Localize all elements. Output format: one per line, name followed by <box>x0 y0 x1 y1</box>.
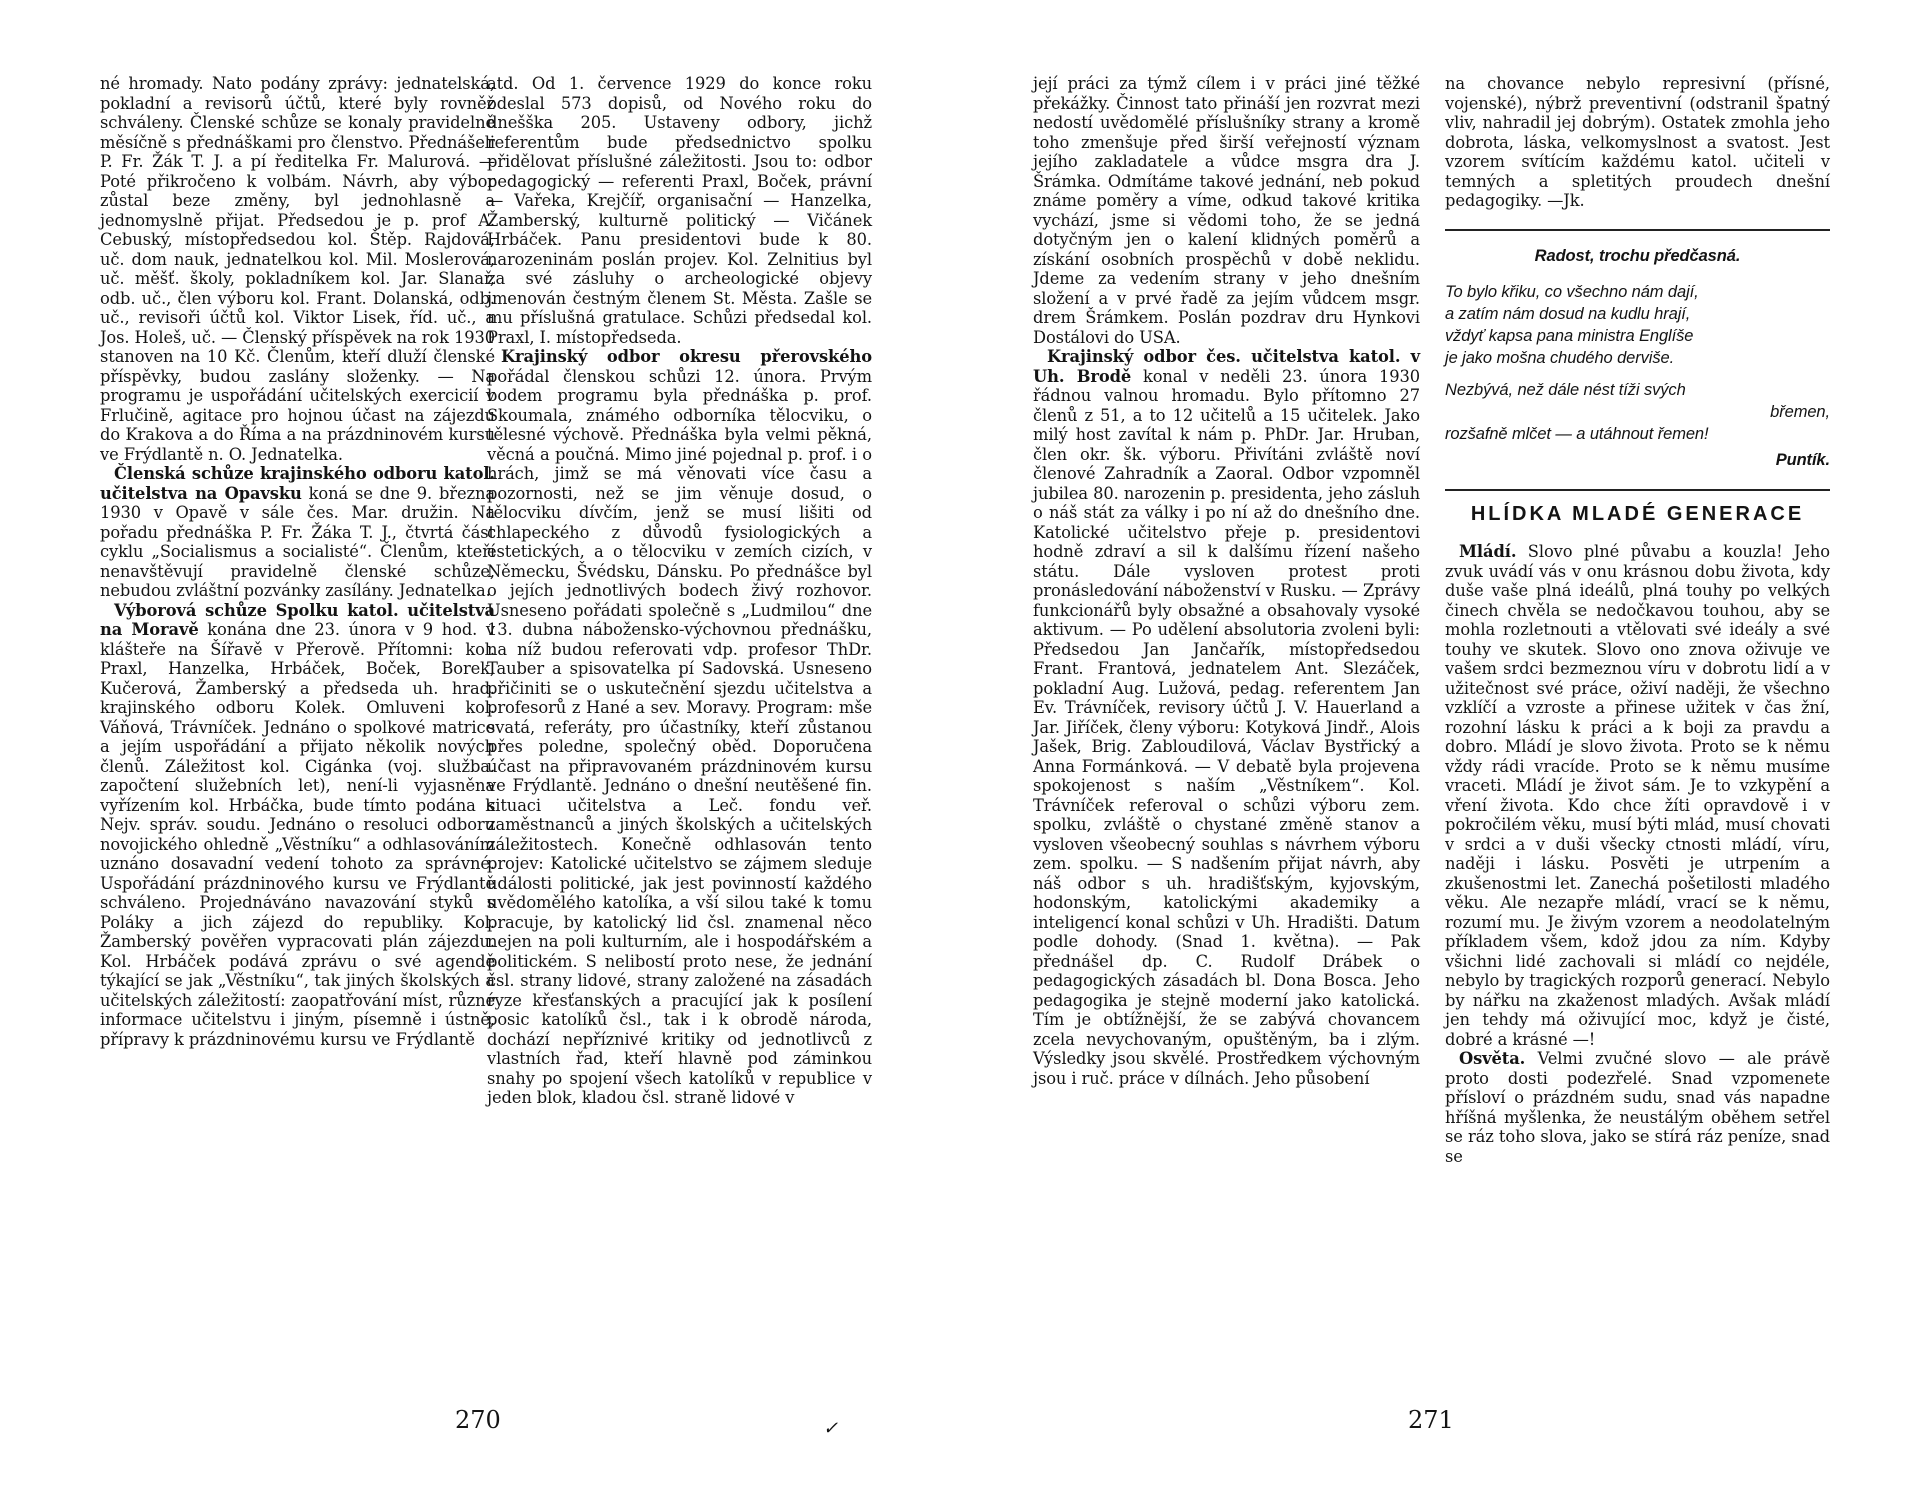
divider <box>1445 229 1830 231</box>
poem <box>1445 245 1830 471</box>
poem-line: Nezbývá, než dále nést tíži svých <box>1445 380 1686 399</box>
left-column-1 <box>100 74 495 1049</box>
paragraph: Členská schůze krajinského odboru katol. učitelstva na Opavsku koná se dne 9. března 1930 v Opavě v sále čes. Mar. družin. Na pořadu přednáška P. Fr. Žáka T. J., čtvrtá část cyklu „Socialismus a socialisté“. Členům, kteří nenavštěvují pravidelně členské schůze, nebudou zvláštní pozvánky zasílány. Jednatelka. <box>100 464 495 600</box>
paragraph: Osvěta. Velmi zvučné slovo — ale právě proto dosti podezřelé. Snad vzpomenete přísloví o prázdném sudu, snad vás napadne hříšná myšlenka, že neustálým oběhem setřel se ráz toho slova, jako se stírá ráz peníze, snad se <box>1445 1049 1830 1166</box>
right-column-2 <box>1445 74 1830 1166</box>
poem-signature: Puntík. <box>1775 450 1830 469</box>
margin-mark: ✓ <box>823 1418 839 1439</box>
paragraph-heading: Osvěta. <box>1459 1049 1526 1068</box>
page-number: 270 <box>455 1406 501 1434</box>
poem-line: je jako mošna chudého derviše. <box>1445 348 1675 367</box>
paragraph: Mládí. Slovo plné půvabu a kouzla! Jeho zvuk uvádí vás v onu krásnou dobu života, kdy duše vaše plná ideálů, plná touhy po velkých činech chvěla se nedočkavou touhou, aby se mohla rozletnouti a vtělovati své ideály a své touhy ve skutek. Slovo ono znova oživuje ve vašem srdci bezmeznou víru v dobrotu lidí a v užitečnost své práce, oživí naději, že všechno vzklíčí a vzroste a přinese užitek v čas žní, rozohní lásku k práci a k boji za pravdu a dobro. Mládí je slovo života. Proto se k němu vždy rádi vracíde. Proto se k němu musíme vraceti. Mládí je život sám. Je to vzkypění a vření života. Kdo chce žíti opravdově i v pokročilém věku, musí býti mlád, musí chovati v srdci a v duši všecky ctnosti mládí, víru, naději i lásku. Posvěti je utrpením a zkušenostmi let. Zanechá pošetilosti mladého věku. Ale nezapře mládí, vrací se k němu, rozumí mu. Je živým vzorem a neodolatelným příkladem všem, kdož jdou za ním. Kdyby všichni lidé zachovali si mládí co nejdéle, nebylo by tragických rozporů generací. Nebylo by nářku na zkaženost mladých. Avšak mládí jen tehdy má oživující moc, když je čisté, dobré a krásné —! <box>1445 542 1830 1049</box>
poem-line: rozšafně mlčet — a utáhnout řemen! <box>1445 424 1709 443</box>
poem-title: Radost, trochu předčasná. <box>1534 246 1741 265</box>
paragraph: na chovance nebylo represivní (přísné, vojenské), nýbrž preventivní (odstranil špatný vliv, nahradil jej dobrým). Ostatek zmohla jeho dobrota, láska, velkomyslnost a svatost. Jest vzorem svítícím každému katol. učiteli v temných a spletitých proudech dnešní pedagogiky. —Jk. <box>1445 74 1830 210</box>
paragraph: její práci za týmž cílem i v práci jiné těžké překážky. Činnost tato přináší jen rozvrat mezi nedostí uvědomělé příslušníky strany a kromě toho zmenšuje před širší veřejností význam jejího zakladatele a vůdce msgra dra J. Šrámka. Odmítáme takové jednání, neb pokud známe poměry a víme, odkud takové kritika vychází, jsme si vědomi toho, že se jedná dotyčným jen o kalení klidných poměrů a získání osobních prospěchů v době neklidu. Jdeme za vedením strany v jeho dnešním složení a v prvé řadě za jejím vůdcem msgr. drem Šrámkem. Poslán pozdrav dru Hynkovi Dostálovi do USA. <box>1033 74 1420 347</box>
right-column-1 <box>1033 74 1420 1088</box>
paragraph: né hromady. Nato podány zprávy: jednatelská, pokladní a revisorů účtů, které byly rovněž schváleny. Členské schůze se konaly pravidelně měsíčně s přednáškami pro členstvo. Přednášeli P. Fr. Žák T. J. a pí ředitelka Fr. Malurová. — Poté přikročeno k volbám. Návrh, aby výbor zůstal beze změny, byl jednohlasně a jednomyslně přijat. Předsedou je p. prof A. Cebuský, místopředsedou kol. Štěp. Rajdová, uč. dom nauk, jednatelkou kol. Mil. Moslerová, uč. měšť. školy, pokladníkem kol. Jar. Slanař, odb. uč., člen výboru kol. Frant. Dolanská, odb. uč., revisoři účtů kol. Viktor Lisek, říd. uč., a Jos. Holeš, uč. — Členský příspěvek na rok 1930 stanoven na 10 Kč. Členům, kteří dluží členské příspěvky, budou zaslány složenky. — Na programu je uspořádání učitelských exercicií v Frlučině, agitace pro hojnou účast na zájezdu do Krakova a do Říma a na prázdninovém kursu ve Frýdlantě n. O. Jednatelka. <box>100 74 495 464</box>
section-heading: HLÍDKA MLADÉ GENERACE <box>1470 502 1805 525</box>
paragraph-heading: Mládí. <box>1459 542 1517 561</box>
paragraph-heading: Krajinský odbor okresu přerovského <box>501 347 872 366</box>
paragraph-heading: Krajinský odbor čes. učitelstva katol. v Uh. Brodě <box>1033 347 1420 386</box>
poem-line: břemen, <box>1770 402 1830 421</box>
paragraph: atd. Od 1. července 1929 do konce roku odeslal 573 dopisů, od Nového roku do dnešška 205. Ustaveny odbory, jichž referentům bude předsednictvo spolku přidělovat příslušné záležitosti. Jsou to: odbor pedagogický — referenti Praxl, Boček, právní — Vařeka, Krejčíř, organisační — Hanzelka, Žamberský, kulturně politický — Vičánek Hrbáček. Panu presidentovi bude k 80. narozeninám poslán projev. Kol. Zelnitius byl za své zásluhy o archeologické objevy jmenován čestným členem St. Města. Zašle se mu příslušná gratulace. Schůzi předsedal kol. Praxl, I. místopředseda. <box>487 74 872 347</box>
paragraph: Krajinský odbor okresu přerovského pořádal členskou schůzi 12. února. Prvým bodem programu byla přednáška p. prof. Skoumala, známého odborníka tělocviku, o tělesné výchově. Přednáška byla velmi pěkná, věcná a poučná. Mimo jiné pojednal p. prof. i o hrách, jimž se má věnovati více času a pozornosti, než se jim věnuje dosud, o tělocviku dívčím, jenž se musí lišiti od chlapeckého z důvodů fysiologických a estetických, a o tělocviku v zemích cizích, v Německu, Švédsku, Dánsku. Po přednášce byl o jejích jednotlivých bodech živý rozhovor. Usneseno pořádati společně s „Ludmilou“ dne 13. dubna nábožensko-výchovnou přednášku, na níž budou referovati vdp. profesor ThDr. Tauber a spisovatelka pí Sadovská. Usneseno přičiniti se o uskutečnění sjezdu učitelstva a profesorů z Hané a sev. Moravy. Program: mše svatá, referáty, pro účastníky, kteří zůstanou přes poledne, společný oběd. Doporučena účast na připravovaném prázdninovém kursu ve Frýdlantě. Jednáno o dnešní neutěšené fin. situaci učitelstva a Leč. fondu veř. zaměstnanců a jiných školských a učitelských záležitostech. Konečně odhlasován tento projev: Katolické učitelstvo se zájmem sleduje události politické, jak jest povinností každého uvědomělého katolíka, a vší silou také k tomu pracuje, by katolický lid čsl. znamenal něco nejen na poli kulturním, ale i hospodářském a politickém. S nelibostí proto nese, že jednání čsl. strany lidové, strany založené na zásadách ryze křesťanských a pracující jak k posílení posic katolíků čsl., tak i k obrodě národa, dochází nepříznivé kritiky od jednotlivců z vlastních řad, kteří hlavně pod záminkou snahy po spojení všech katolíků v republice v jeden blok, kladou čsl. straně lidové v <box>487 347 872 1107</box>
right-page <box>953 0 1906 1500</box>
poem-line: To bylo křiku, co všechno nám dají, <box>1445 282 1699 301</box>
paragraph: Krajinský odbor čes. učitelstva katol. v Uh. Brodě konal v neděli 23. února 1930 řádnou valnou hromadu. Bylo přítomno 27 členů z 51, a to 12 učitelů a 15 učitelek. Jako milý host zavítal k nám p. PhDr. Jar. Hruban, člen okr. šk. výboru. Přivítáni zvláště noví členové Zahradník a Zaoral. Odbor vzpomněl jubilea 80. narozenin p. presidenta, jeho zásluh o náš stát za války i po ní až do dnešního dne. Katolické učitelstvo přeje p. presidentovi hodně zdraví a sil k dalšímu řízení našeho státu. Dále vysloven protest proti pronásledování náboženství v Rusku. — Zprávy funkcionářů byly obsažné a obsahovaly vysoké aktivum. — Po udělení absolutoria zvoleni byli: Předsedou Jan Jančařík, místopředsedou Frant. Frantová, jednatelem Ant. Slezáček, pokladní Aug. Lužová, pedag. referentem Jan Ev. Trávníček, revisory účtů J. V. Hauerland a Jar. Jiříček, členy výboru: Kotyková Jindř., Alois Jašek, Brig. Zabloudilová, Václav Bystřický a Anna Formánková. — V debatě byla projevena spokojenost s naším „Věstníkem“. Kol. Trávníček referoval o schůzi výboru zem. spolku, zvláště o chystané změně stanov a vysloven všeobecný souhlas s návrhem výboru zem. spolku. — S nadšením přijat návrh, aby náš odbor s uh. hradišťským, kyjovským, hodonským, katolickými akademiky a inteligencí konal schůzi v Uh. Hradišti. Datum podle dohody. (Snad 1. května). — Pak přednášel dp. C. Rudolf Drábek o pedagogických zásadách bl. Dona Bosca. Jeho pedagogika je stejně moderní jako katolická. Tím je obtížnější, že se zabývá chovancem zcela nevychovaným, opuštěným, ba i zlým. Výsledky jsou skvělé. Prostředkem výchovným jsou i ruč. práce v dílnách. Jeho působení <box>1033 347 1420 1088</box>
left-column-2 <box>487 74 872 1108</box>
paragraph-heading: Výborová schůze Spolku katol. učitelstva na Moravě <box>100 600 495 639</box>
poem-line: a zatím nám dosud na kudlu hrají, <box>1445 304 1691 323</box>
paragraph: Výborová schůze Spolku katol. učitelstva na Moravě konána dne 23. února v 9 hod. v klášteře na Šířavě v Přerově. Přítomni: kol. Praxl, Hanzelka, Hrbáček, Boček, Borek, Kučerová, Žamberský a předseda uh. hrad. krajinského odboru Kolek. Omluveni kol. Váňová, Trávníček. Jednáno o spolkové matrice a jejím uspořádání a přijato několik nových členů. Záležitost kol. Cigánka (voj. služba. započtení služebních let), není-li vyjasněna vyřízením kol. Hrbáčka, bude tímto podána k Nejv. správ. soudu. Jednáno o resoluci odboru novojického ohledně „Věstníku“ a odhlasováním uznáno dosavadní vedení tohoto za správné. Uspořádání prázdninového kursu ve Frýdlantě schváleno. Projednáváno navazování styků s Poláky a jich zájezd do republiky. Kol. Žamberský pověřen vypracovati plán zájezdu. Kol. Hrbáček podává zprávu o své agendě týkající se jak „Věstníku“, tak jiných školských a učitelských záležitostí: zaopatřování míst, různé informace učitelstvu i jiným, písemně i ústně, přípravy k prázdninovému kursu ve Frýdlantě <box>100 600 495 1049</box>
paragraph-heading: Členská schůze krajinského odboru katol. učitelstva na Opavsku <box>100 464 495 503</box>
page-number: 271 <box>1408 1406 1454 1434</box>
poem-line: vždyť kapsa pana ministra Englíše <box>1445 326 1694 345</box>
divider <box>1445 489 1830 491</box>
